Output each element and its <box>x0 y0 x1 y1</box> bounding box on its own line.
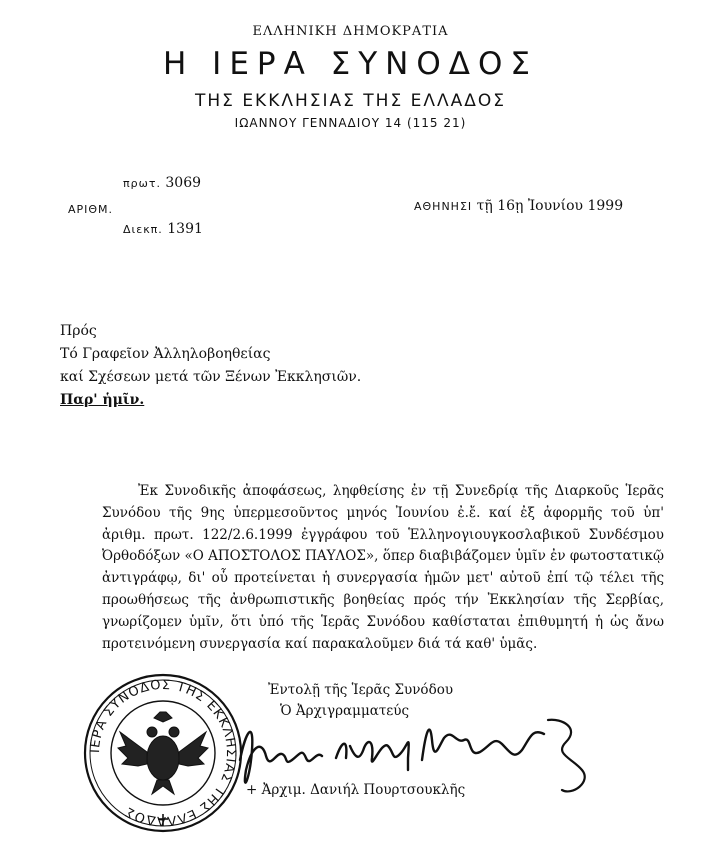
diekp-label: Διεκπ. <box>123 223 163 236</box>
recipient-to: Πρός <box>60 323 97 339</box>
recipient-office-cont: καί Σχέσεων μετά τῶν Ξένων Ἐκκλησιῶν. <box>60 369 362 385</box>
recipient-block <box>60 320 361 412</box>
protocol-number: 3069 <box>165 175 202 191</box>
protocol-line <box>123 175 201 191</box>
seal-ring-text: ΙΕΡΑ ΣΥΝΟΔΟΣ ΤΗΣ ΕΚΚΛΗΣΙΑΣ ΤΗΣ ΕΛΛΑΔΟΣ <box>87 677 239 829</box>
recipient-office: Τό Γραφεῖον Ἀλληλοβοηθείας <box>60 346 271 362</box>
date-line <box>414 198 623 214</box>
letter-body: Ἐκ Συνοδικῆς ἀποφάσεως, ληφθείσης ἐν τῇ Συνεδρίᾳ τῆς Διαρκοῦς Ἱερᾶς Συνόδου τῆς 9ης ὑπερμεσοῦντος μηνός Ἰουνίου ἐ.ἔ. καί ἐξ ἀφορμῆς τοῦ ὑπ' ἀριθμ. πρωτ. 122/2.6.1999 ἐγγράφου τοῦ Ἑλληνογιουγκοσλαβικοῦ Συνδέσμου Ὀρθοδόξων «Ο ΑΠΟΣΤΟΛΟΣ ΠΑΥΛΟΣ», ὅπερ διαβιβάζομεν ὑμῖν ἐν φωτοστατικῷ ἀντιγράφῳ, δι' οὗ προτείνεται ἡ συνεργασία ἡμῶν μετ' αὐτοῦ ἐπί τῷ τέλει τῆς προωθήσεως τῆς ἀνθρωπιστικῆς βοηθείας πρός τήν Ἐκκλησίαν τῆς Σερβίας, γνωρίζομεν ὑμῖν, ὅτι ὑπό τῆς Ἱερᾶς Συνόδου καθίσταται ἐπιθυμητή ἡ ὡς ἄνω προτεινόμενη συνεργασία καί παρακαλοῦμεν διά τά καθ' ὑμᾶς. <box>102 483 664 652</box>
letterhead-country: ΕΛΛΗΝΙΚΗ ΔΗΜΟΚΡΑΤΙΑ <box>252 24 449 39</box>
recipient-local: Παρ' ἡμῖν. <box>60 392 145 408</box>
letterhead-address: ΙΩΑΝΝΟΥ ΓΕΝΝΑΔΙΟΥ 14 (115 21) <box>234 116 467 130</box>
date-text: τῇ 16ῃ Ἰουνίου 1999 <box>476 198 624 214</box>
protocol-label: πρωτ. <box>123 177 161 190</box>
letterhead-church: ΤΗΣ ΕΚΚΛΗΣΙΑΣ ΤΗΣ ΕΛΛΑΔΟΣ <box>195 91 506 111</box>
closing-order: Ἐντολῇ τῆς Ἱερᾶς Συνόδου <box>268 682 454 698</box>
signer-name: + Ἀρχιμ. Δανιήλ Πουρτσουκλῆς <box>246 782 466 798</box>
synod-seal <box>82 672 244 834</box>
diekp-number: 1391 <box>167 221 203 237</box>
diekp-line <box>123 221 203 237</box>
arithmos-label: ΑΡΙΘΜ. <box>68 203 114 216</box>
date-city: ΑΘΗΝΗΣΙ <box>414 200 473 213</box>
double-headed-eagle-icon <box>118 712 208 794</box>
letterhead-title: Η ΙΕΡΑ ΣΥΝΟΔΟΣ <box>163 46 538 82</box>
closing-role: Ὁ Ἀρχιγραμματεύς <box>280 703 410 719</box>
